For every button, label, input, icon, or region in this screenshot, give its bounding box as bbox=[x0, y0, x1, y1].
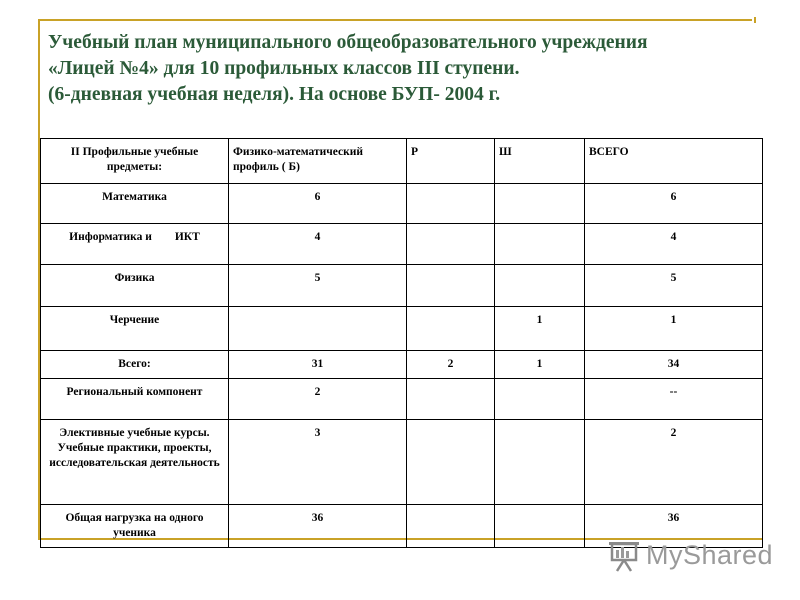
row-total-value: 2 bbox=[585, 420, 763, 505]
row-r-value bbox=[407, 379, 495, 420]
row-total-value: 36 bbox=[585, 505, 763, 548]
row-profile-value: 3 bbox=[229, 420, 407, 505]
row-profile-value: 31 bbox=[229, 351, 407, 379]
table-row bbox=[41, 379, 763, 420]
row-total-value: 5 bbox=[585, 265, 763, 307]
row-subject: Математика bbox=[41, 184, 229, 224]
row-subject: Региональный компонент bbox=[41, 379, 229, 420]
header-sh: Ш bbox=[495, 139, 585, 184]
row-subject: Общая нагрузка на одного ученика bbox=[41, 505, 229, 548]
row-r-value bbox=[407, 307, 495, 351]
row-profile-value: 5 bbox=[229, 265, 407, 307]
title-line-3: (6-дневная учебная неделя). На основе БУП- 2004 г. bbox=[48, 84, 501, 105]
header-subjects: II Профильные учебные предметы: bbox=[41, 139, 229, 184]
row-profile-value: 2 bbox=[229, 379, 407, 420]
curriculum-table bbox=[40, 138, 763, 548]
row-total-value: -- bbox=[585, 379, 763, 420]
row-r-value bbox=[407, 265, 495, 307]
frame-top-line bbox=[40, 19, 752, 21]
row-total-value: 1 bbox=[585, 307, 763, 351]
row-total-value: 34 bbox=[585, 351, 763, 379]
row-subject: Информатика и ИКТ bbox=[41, 224, 229, 265]
presentation-board-icon bbox=[606, 538, 646, 574]
table-header-row bbox=[41, 139, 763, 184]
row-total-value: 4 bbox=[585, 224, 763, 265]
row-sh-value: 1 bbox=[495, 307, 585, 351]
table-row bbox=[41, 224, 763, 265]
row-r-value bbox=[407, 184, 495, 224]
row-sh-value: 1 bbox=[495, 351, 585, 379]
row-r-value bbox=[407, 505, 495, 548]
row-profile-value: 6 bbox=[229, 184, 407, 224]
table-row-total bbox=[41, 351, 763, 379]
frame-corner bbox=[750, 17, 756, 23]
header-profile: Физико-математический профиль ( Б) bbox=[229, 139, 407, 184]
title-line-1: Учебный план муниципального общеобразовательного учреждения bbox=[48, 32, 648, 53]
row-profile-value: 36 bbox=[229, 505, 407, 548]
row-subject: Черчение bbox=[41, 307, 229, 351]
watermark-text: MyShared bbox=[646, 540, 774, 570]
row-subject: Элективные учебные курсы. Учебные практики, проекты, исследовательская деятельность bbox=[41, 420, 229, 505]
header-r: Р bbox=[407, 139, 495, 184]
row-subject: Всего: bbox=[41, 351, 229, 379]
row-sh-value bbox=[495, 184, 585, 224]
row-profile-value: 4 bbox=[229, 224, 407, 265]
row-sh-value bbox=[495, 265, 585, 307]
table-row bbox=[41, 184, 763, 224]
slide-title bbox=[48, 30, 768, 108]
myshared-watermark bbox=[606, 538, 776, 578]
table-row bbox=[41, 265, 763, 307]
row-r-value bbox=[407, 420, 495, 505]
row-sh-value bbox=[495, 379, 585, 420]
title-line-2: «Лицей №4» для 10 профильных классов III ступени. bbox=[48, 58, 520, 79]
row-sh-value bbox=[495, 224, 585, 265]
header-total: ВСЕГО bbox=[585, 139, 763, 184]
row-sh-value bbox=[495, 505, 585, 548]
row-r-value bbox=[407, 224, 495, 265]
row-total-value: 6 bbox=[585, 184, 763, 224]
row-profile-value bbox=[229, 307, 407, 351]
row-sh-value bbox=[495, 420, 585, 505]
table-row bbox=[41, 307, 763, 351]
row-r-value: 2 bbox=[407, 351, 495, 379]
table-row bbox=[41, 420, 763, 505]
row-subject: Физика bbox=[41, 265, 229, 307]
